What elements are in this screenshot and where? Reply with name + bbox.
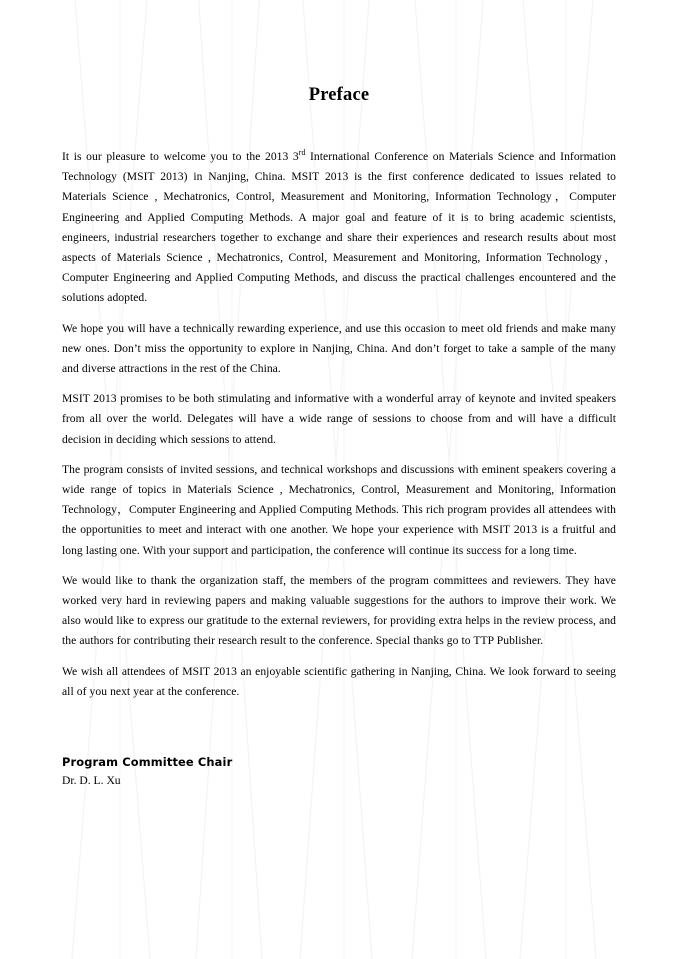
- ordinal-superscript: rd: [298, 148, 306, 158]
- signature-role: Program Committee Chair: [62, 755, 233, 770]
- page-title: Preface: [308, 85, 370, 105]
- paragraph-1-text-before-superscript: It is our pleasure to welcome you to the 2013 3: [62, 150, 299, 163]
- document-body: [62, 0, 616, 789]
- paragraph-1: [62, 147, 616, 309]
- paragraph-3: MSIT 2013 promises to be both stimulating and informative with a wonderful array of keynote and invited speakers from all over the world. Delegates will have a wide range of sessions to choose from and will have a difficult decision in deciding which sessions to attend.: [62, 392, 616, 446]
- paragraph-6: We wish all attendees of MSIT 2013 an enjoyable scientific gathering in Nanjing, China. We look forward to seeing all of you next year at the conference.: [62, 664, 616, 698]
- paragraph-1-text-after-superscript: International Conference on Materials Science and Information Technology (MSIT 2013) in Nanjing, China. MSIT 2013 is the first conference dedicated to issues related to Materials Science , Mechatronics, Control, Measurement and Monitoring, Information Technology，Computer Engineering and Applied Computing Methods. A major goal and feature of it is to bring academic scientists, engineers, industrial researchers together to exchange and share their experiences and research results about most aspects of Materials Science , Mechatronics, Control, Measurement and Monitoring, Information Technology，Computer Engineering and Applied Computing Methods, and discuss the practical challenges encountered and the solutions adopted.: [62, 150, 617, 305]
- paragraph-5: We would like to thank the organization staff, the members of the program committees and reviewers. They have worked very hard in reviewing papers and making valuable suggestions for the authors to improve their work. We also would like to express our gratitude to the external reviewers, for providing extra helps in the review process, and the authors for contributing their research result to the conference. Special thanks go to TTP Publisher.: [62, 573, 616, 648]
- signature-name: Dr. D. L. Xu: [62, 774, 121, 788]
- signature-block: [62, 755, 616, 789]
- paragraph-2: We hope you will have a technically rewarding experience, and use this occasion to meet old friends and make many new ones. Don’t miss the opportunity to explore in Nanjing, China. And don’t forget to take a sample of the many and diverse attractions in the rest of the China.: [62, 321, 616, 376]
- paragraph-4: The program consists of invited sessions, and technical workshops and discussions with eminent speakers covering a wide range of topics in Materials Science , Mechatronics, Control, Measurement and Monitoring, Information Technology，Computer Engineering and Applied Computing Methods. This rich program provides all attendees with the opportunities to meet and interact with one another. We hope your experience with MSIT 2013 is a fruitful and long lasting one. With your support and participation, the conference will continue its success for a long time.: [62, 462, 616, 557]
